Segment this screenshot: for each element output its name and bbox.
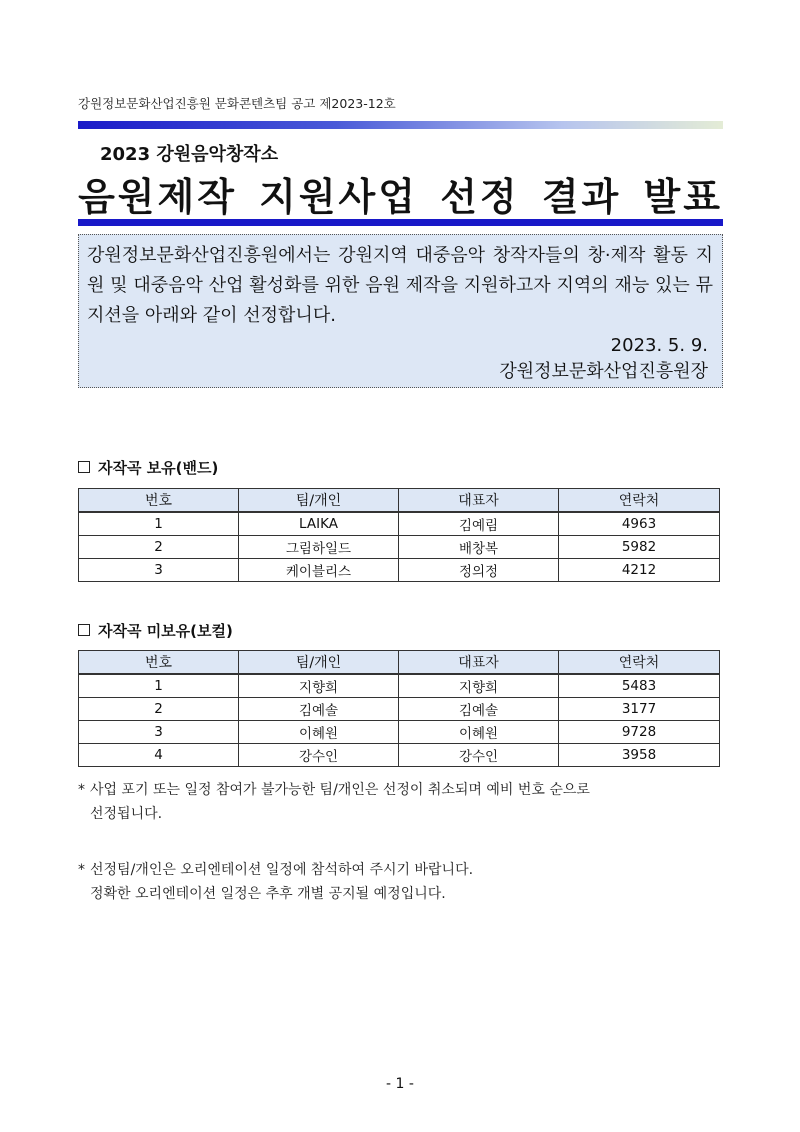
table-cell: 강수인 <box>239 744 399 767</box>
note-text: 선정됩니다. <box>90 806 163 822</box>
note-text: 정확한 오리엔테이션 일정은 추후 개별 공지될 예정입니다. <box>90 886 446 902</box>
table-cell: 김예림 <box>399 512 559 536</box>
table-cell: 4 <box>79 744 239 767</box>
table-cell: 9728 <box>559 721 720 744</box>
section-heading-vocal-label: 자작곡 미보유(보컬) <box>98 622 233 640</box>
table-cell: 이혜원 <box>399 721 559 744</box>
announcement-date: 2023. 5. 9. <box>610 335 708 356</box>
column-header: 대표자 <box>399 489 559 513</box>
table-cell: 1 <box>79 512 239 536</box>
column-header: 연락처 <box>559 651 720 675</box>
section-heading-vocal <box>78 620 233 641</box>
note-text: 선정팀/개인은 오리엔테이션 일정에 참석하여 주시기 바랍니다. <box>90 862 474 878</box>
table-cell: 2 <box>79 536 239 559</box>
table-cell: 5982 <box>559 536 720 559</box>
table-row <box>79 674 720 698</box>
table-row <box>79 536 720 559</box>
checkbox-icon <box>78 461 90 473</box>
section-heading-band-label: 자작곡 보유(밴드) <box>98 459 219 477</box>
table-cell: 김예솔 <box>399 698 559 721</box>
note-orientation <box>78 858 473 906</box>
document-subtitle: 2023 강원음악창작소 <box>100 144 279 165</box>
section-heading-band <box>78 457 218 478</box>
table-cell: 김예솔 <box>239 698 399 721</box>
intro-box <box>78 234 723 388</box>
table-cell: 그림하일드 <box>239 536 399 559</box>
table-cell: 이혜원 <box>239 721 399 744</box>
title-underline-rule <box>78 219 723 226</box>
table-cell: 4963 <box>559 512 720 536</box>
issuer-signature: 강원정보문화산업진흥원장 <box>499 361 708 382</box>
note-cancellation <box>78 778 590 826</box>
table-cell: 정의정 <box>399 559 559 582</box>
intro-text: 강원정보문화산업진흥원에서는 강원지역 대중음악 창작자들의 창·제작 활동 지원 및 대중음악 산업 활성화를 위한 음원 제작을 지원하고자 지역의 재능 있는 뮤지션을 아래와 같이 선정합니다. <box>87 245 713 326</box>
table-cell: 지향희 <box>239 674 399 698</box>
column-header: 대표자 <box>399 651 559 675</box>
top-gradient-rule <box>78 121 723 129</box>
table-cell: 3177 <box>559 698 720 721</box>
band-results-table <box>78 488 720 582</box>
table-row <box>79 721 720 744</box>
table-row <box>79 559 720 582</box>
table-cell: 3 <box>79 721 239 744</box>
table-cell: 5483 <box>559 674 720 698</box>
asterisk-marker: * <box>78 782 85 798</box>
checkbox-icon <box>78 624 90 636</box>
asterisk-marker: * <box>78 862 85 878</box>
table-row <box>79 698 720 721</box>
table-cell: 4212 <box>559 559 720 582</box>
table-cell: 케이블리스 <box>239 559 399 582</box>
table-cell: 2 <box>79 698 239 721</box>
notice-number: 강원정보문화산업진흥원 문화콘텐츠팀 공고 제2023-12호 <box>78 96 396 111</box>
table-cell: 3 <box>79 559 239 582</box>
table-cell: 지향희 <box>399 674 559 698</box>
column-header: 팀/개인 <box>239 489 399 513</box>
table-cell: 3958 <box>559 744 720 767</box>
table-cell: 강수인 <box>399 744 559 767</box>
table-header-row <box>79 651 720 675</box>
column-header: 번호 <box>79 489 239 513</box>
table-header-row <box>79 489 720 513</box>
column-header: 번호 <box>79 651 239 675</box>
document-title: 음원제작 지원사업 선정 결과 발표 <box>78 175 723 219</box>
column-header: 팀/개인 <box>239 651 399 675</box>
vocal-results-table <box>78 650 720 767</box>
note-text: 사업 포기 또는 일정 참여가 불가능한 팀/개인은 선정이 취소되며 예비 번호 순으로 <box>90 782 590 798</box>
table-cell: 1 <box>79 674 239 698</box>
table-cell: LAIKA <box>239 512 399 536</box>
table-row <box>79 512 720 536</box>
column-header: 연락처 <box>559 489 720 513</box>
table-cell: 배창복 <box>399 536 559 559</box>
table-row <box>79 744 720 767</box>
page-number: - 1 - <box>386 1076 414 1092</box>
